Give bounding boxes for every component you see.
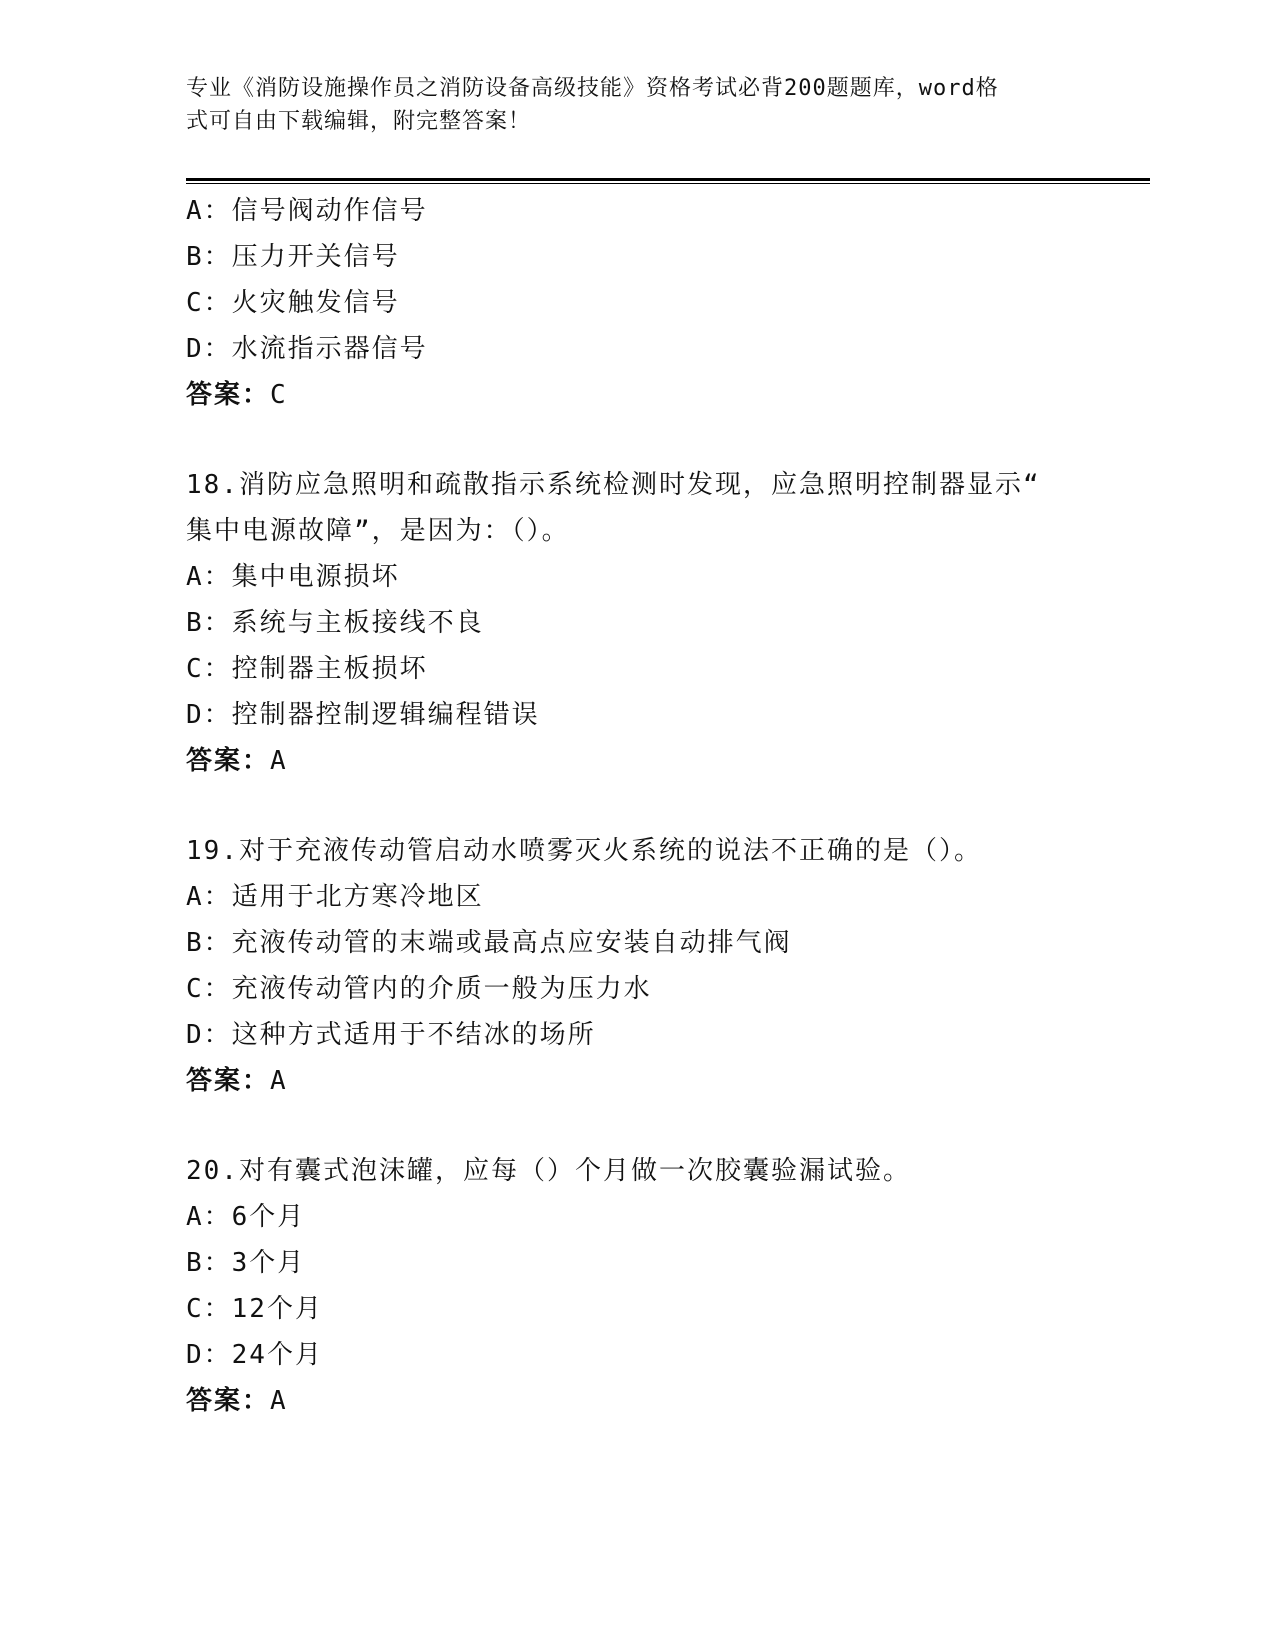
question-block-20 [186, 1148, 1106, 1424]
header-rule-thick [186, 178, 1150, 181]
answer [186, 738, 1106, 784]
option-a: A：适用于北方寒冷地区 [186, 882, 484, 912]
option-a: A：集中电源损坏 [186, 562, 400, 592]
question-text: 18.消防应急照明和疏散指示系统检测时发现，应急照明控制器显示“ [186, 470, 1041, 500]
question-text-cont: 集中电源故障”，是因为：（）。 [186, 516, 570, 546]
header-rule-thin [186, 183, 1150, 184]
option-b: B：系统与主板接线不良 [186, 608, 484, 638]
header-line-1: 专业《消防设施操作员之消防设备高级技能》资格考试必背200题题库，word格 [186, 76, 999, 101]
option-d: D：这种方式适用于不结冰的场所 [186, 1020, 596, 1050]
answer [186, 1378, 1106, 1424]
answer-label: 答案： [186, 746, 271, 776]
answer-label: 答案： [186, 380, 271, 410]
option-d: D：控制器控制逻辑编程错误 [186, 700, 540, 730]
option-c: C：火灾触发信号 [186, 288, 400, 318]
question-block-18 [186, 462, 1106, 784]
answer-value: A [270, 1386, 287, 1416]
option-a: A：信号阀动作信号 [186, 196, 428, 226]
answer [186, 1058, 1106, 1104]
question-text: 19.对于充液传动管启动水喷雾灭火系统的说法不正确的是（）。 [186, 836, 982, 866]
header-line-2: 式可自由下载编辑，附完整答案！ [186, 109, 532, 134]
question-block-19 [186, 828, 1106, 1104]
answer-value: C [270, 380, 287, 410]
answer-value: A [270, 1066, 287, 1096]
option-b: B：充液传动管的末端或最高点应安装自动排气阀 [186, 928, 792, 958]
option-d: D：24个月 [186, 1340, 323, 1370]
answer-label: 答案： [186, 1066, 271, 1096]
document-header [186, 72, 1066, 138]
option-a: A：6个月 [186, 1202, 306, 1232]
question-text: 20.对有囊式泡沫罐，应每（）个月做一次胶囊验漏试验。 [186, 1156, 911, 1186]
answer-value: A [270, 746, 287, 776]
option-c: C：控制器主板损坏 [186, 654, 428, 684]
answer-label: 答案： [186, 1386, 271, 1416]
option-b: B：压力开关信号 [186, 242, 400, 272]
answer [186, 372, 1106, 418]
question-block-17 [186, 188, 1106, 418]
question-list [186, 188, 1106, 1424]
option-c: C：充液传动管内的介质一般为压力水 [186, 974, 652, 1004]
option-d: D：水流指示器信号 [186, 334, 428, 364]
option-b: B：3个月 [186, 1248, 306, 1278]
option-c: C：12个月 [186, 1294, 323, 1324]
